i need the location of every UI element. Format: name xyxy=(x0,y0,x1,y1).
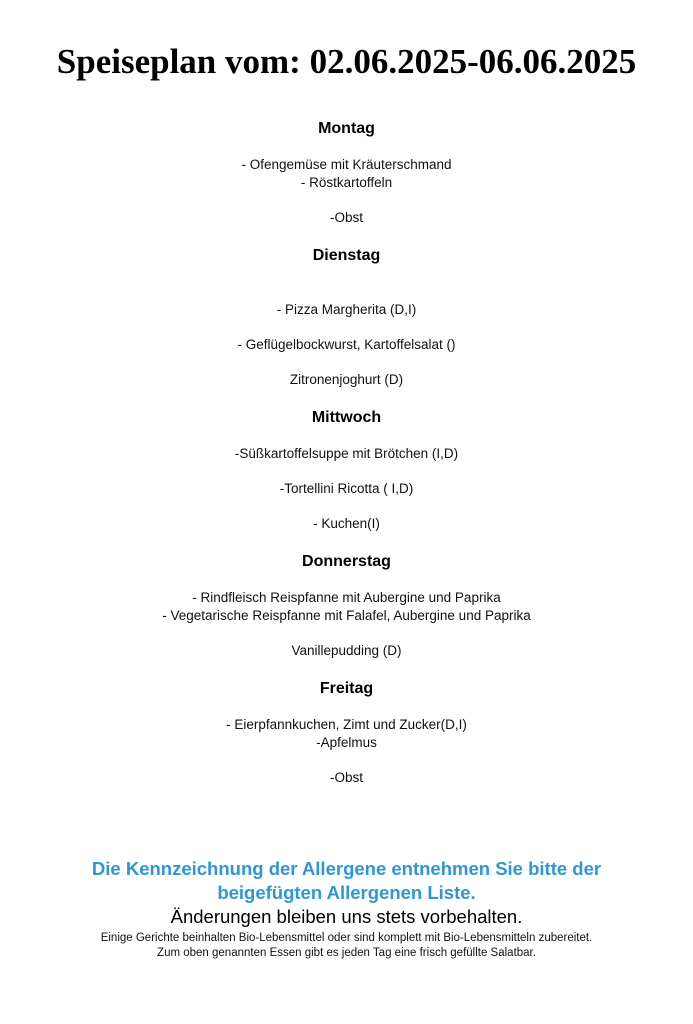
day-heading-montag: Montag xyxy=(318,120,375,137)
menu-item: -Tortellini Ricotta ( I,D) xyxy=(279,481,414,496)
menu-item: - Rindfleisch Reispfanne mit Aubergine und Paprika xyxy=(192,590,501,605)
menu-item: - Ofengemüse mit Kräuterschmand xyxy=(241,157,452,172)
menu-item: - Röstkartoffeln xyxy=(300,175,393,190)
menu-item: - Kuchen(I) xyxy=(313,516,380,531)
menu-item: - Vegetarische Reispfanne mit Falafel, Aubergine und Paprika xyxy=(162,608,531,623)
menu-item: -Obst xyxy=(329,210,363,225)
menu-item: - Eierpfannkuchen, Zimt und Zucker(D,I) xyxy=(226,717,467,732)
menu-item: - Geflügelbockwurst, Kartoffelsalat () xyxy=(237,337,456,352)
allergen-notice-line2: beigefügten Allergenen Liste. xyxy=(217,882,476,903)
bio-note: Einige Gerichte beinhalten Bio-Lebensmittel oder sind komplett mit Bio-Lebensmitteln zubereitet. xyxy=(100,932,593,944)
day-heading-freitag: Freitag xyxy=(319,680,374,697)
menu-item: -Obst xyxy=(329,770,363,785)
day-heading-dienstag: Dienstag xyxy=(312,247,381,264)
page-title: Speiseplan vom: 02.06.2025-06.06.2025 xyxy=(56,42,637,81)
menu-item: Vanillepudding (D) xyxy=(291,643,402,658)
salad-bar-note: Zum oben genannten Essen gibt es jeden Tag eine frisch gefüllte Salatbar. xyxy=(157,947,536,959)
day-heading-donnerstag: Donnerstag xyxy=(302,553,391,570)
menu-item: -Apfelmus xyxy=(316,735,377,750)
allergen-notice-line1: Die Kennzeichnung der Allergene entnehmen Sie bitte der xyxy=(91,858,602,879)
menu-item: - Pizza Margherita (D,I) xyxy=(276,302,417,317)
changes-notice: Änderungen bleiben uns stets vorbehalten. xyxy=(170,906,523,927)
menu-item: Zitronenjoghurt (D) xyxy=(289,372,404,387)
menu-item: -Süßkartoffelsuppe mit Brötchen (I,D) xyxy=(234,446,459,461)
day-heading-mittwoch: Mittwoch xyxy=(311,409,382,426)
